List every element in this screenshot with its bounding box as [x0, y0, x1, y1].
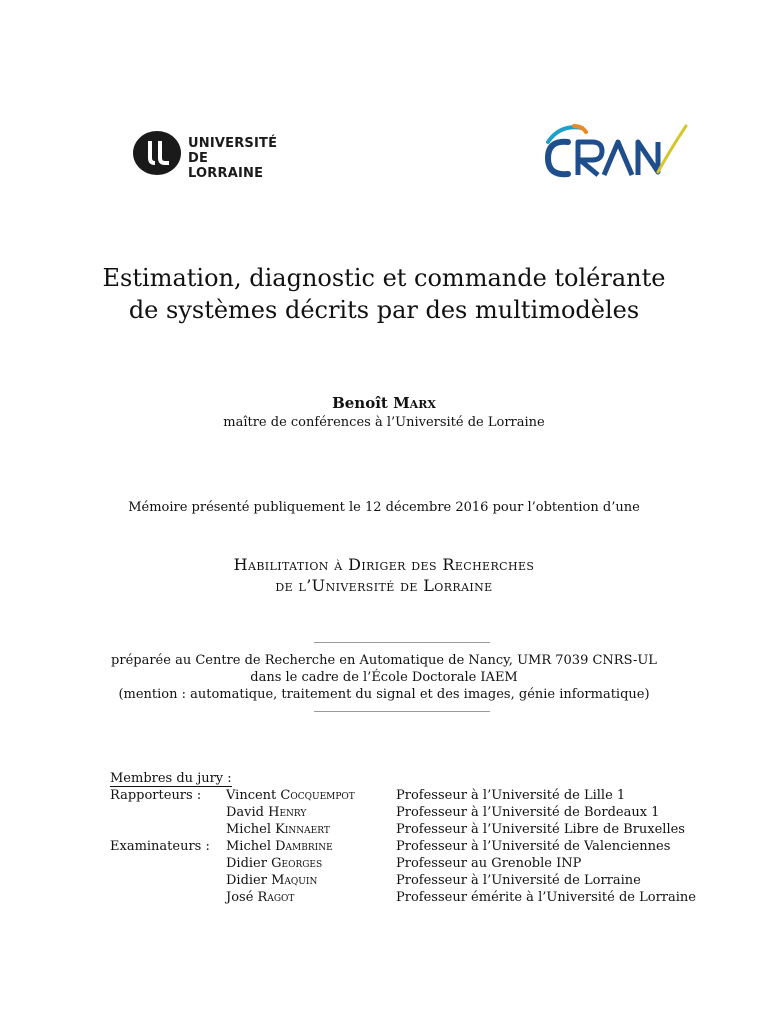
- jury-member-row: [110, 804, 730, 821]
- jury-member-name: [226, 889, 294, 906]
- jury-member-affiliation: Professeur à l’Université Libre de Bruxelles: [396, 822, 685, 837]
- jury-list: [110, 787, 730, 906]
- jury-member-affiliation: Professeur au Grenoble INP: [396, 856, 582, 871]
- ul-logo-mark-icon: [132, 130, 182, 176]
- jury-member-first-name: Vincent: [226, 788, 281, 803]
- jury-member-first-name: David: [226, 805, 269, 820]
- cran-logo: [540, 120, 690, 182]
- thesis-title: [0, 262, 768, 326]
- jury-member-last-name: Dambrine: [275, 839, 333, 854]
- preparation-line1: préparée au Centre de Recherche en Automatique de Nancy, UMR 7039 CNRS-UL: [111, 653, 657, 668]
- title-line2: de systèmes décrits par des multimodèles: [128, 296, 640, 324]
- jury-member-first-name: Michel: [226, 822, 276, 837]
- jury-member-name: [226, 804, 306, 821]
- jury-member-last-name: Ragot: [257, 890, 295, 905]
- jury-member-affiliation: Professeur émérite à l’Université de Lorraine: [396, 890, 696, 905]
- jury-role: Examinateurs :: [110, 839, 210, 854]
- jury-member-first-name: Michel: [226, 839, 276, 854]
- jury-heading: Membres du jury :: [110, 771, 232, 786]
- jury-member-first-name: José: [226, 890, 258, 905]
- jury-member-row: [110, 889, 730, 906]
- preparation-line3: (mention : automatique, traitement du signal et des images, génie informatique): [118, 687, 650, 702]
- cran-logo-icon: [540, 120, 690, 182]
- author-role: maître de conférences à l’Université de Lorraine: [223, 415, 545, 430]
- jury-member-last-name: Cocquempot: [280, 788, 355, 803]
- degree-line2: de l’Université de Lorraine: [275, 576, 493, 595]
- jury-member-last-name: Kinnaert: [275, 822, 330, 837]
- bottom-divider: [314, 711, 490, 712]
- author-last-name: Marx: [393, 394, 436, 412]
- jury-member-row: [110, 855, 730, 872]
- jury-member-row: [110, 872, 730, 889]
- jury-section: [110, 770, 730, 906]
- jury-member-affiliation: Professeur à l’Université de Lille 1: [396, 788, 626, 803]
- jury-member-row: [110, 821, 730, 838]
- title-line1: Estimation, diagnostic et commande tolérante: [102, 264, 666, 292]
- universite-de-lorraine-logo: [132, 128, 282, 181]
- preparation-info: [0, 652, 768, 703]
- author-name: [0, 394, 768, 412]
- jury-member-row: [110, 838, 730, 855]
- ul-logo-text: [188, 136, 282, 181]
- jury-member-first-name: Didier: [226, 856, 272, 871]
- preparation-line2: dans le cadre de l’École Doctorale IAEM: [250, 670, 518, 685]
- jury-member-name: [226, 838, 333, 855]
- degree-title: [0, 554, 768, 596]
- memoire-statement: Mémoire présenté publiquement le 12 décembre 2016 pour l’obtention d’une: [128, 500, 640, 515]
- jury-member-row: [110, 787, 730, 804]
- author-first-name: Benoît: [332, 394, 388, 412]
- jury-member-last-name: Maquin: [271, 873, 318, 888]
- jury-member-name: [226, 821, 330, 838]
- jury-member-name: [226, 872, 317, 889]
- jury-member-name: [226, 787, 355, 804]
- jury-member-affiliation: Professeur à l’Université de Valenciennes: [396, 839, 671, 854]
- jury-member-first-name: Didier: [226, 873, 272, 888]
- jury-member-affiliation: Professeur à l’Université de Bordeaux 1: [396, 805, 660, 820]
- top-divider: [314, 642, 490, 643]
- jury-member-last-name: Henry: [268, 805, 307, 820]
- jury-member-last-name: Georges: [271, 856, 323, 871]
- jury-member-name: [226, 855, 322, 872]
- jury-member-affiliation: Professeur à l’Université de Lorraine: [396, 873, 641, 888]
- ul-logo-line2: DE LORRAINE: [188, 151, 264, 181]
- jury-role: Rapporteurs :: [110, 788, 202, 803]
- degree-line1: Habilitation à Diriger des Recherches: [233, 555, 535, 574]
- ul-logo-line1: UNIVERSITÉ: [188, 136, 278, 151]
